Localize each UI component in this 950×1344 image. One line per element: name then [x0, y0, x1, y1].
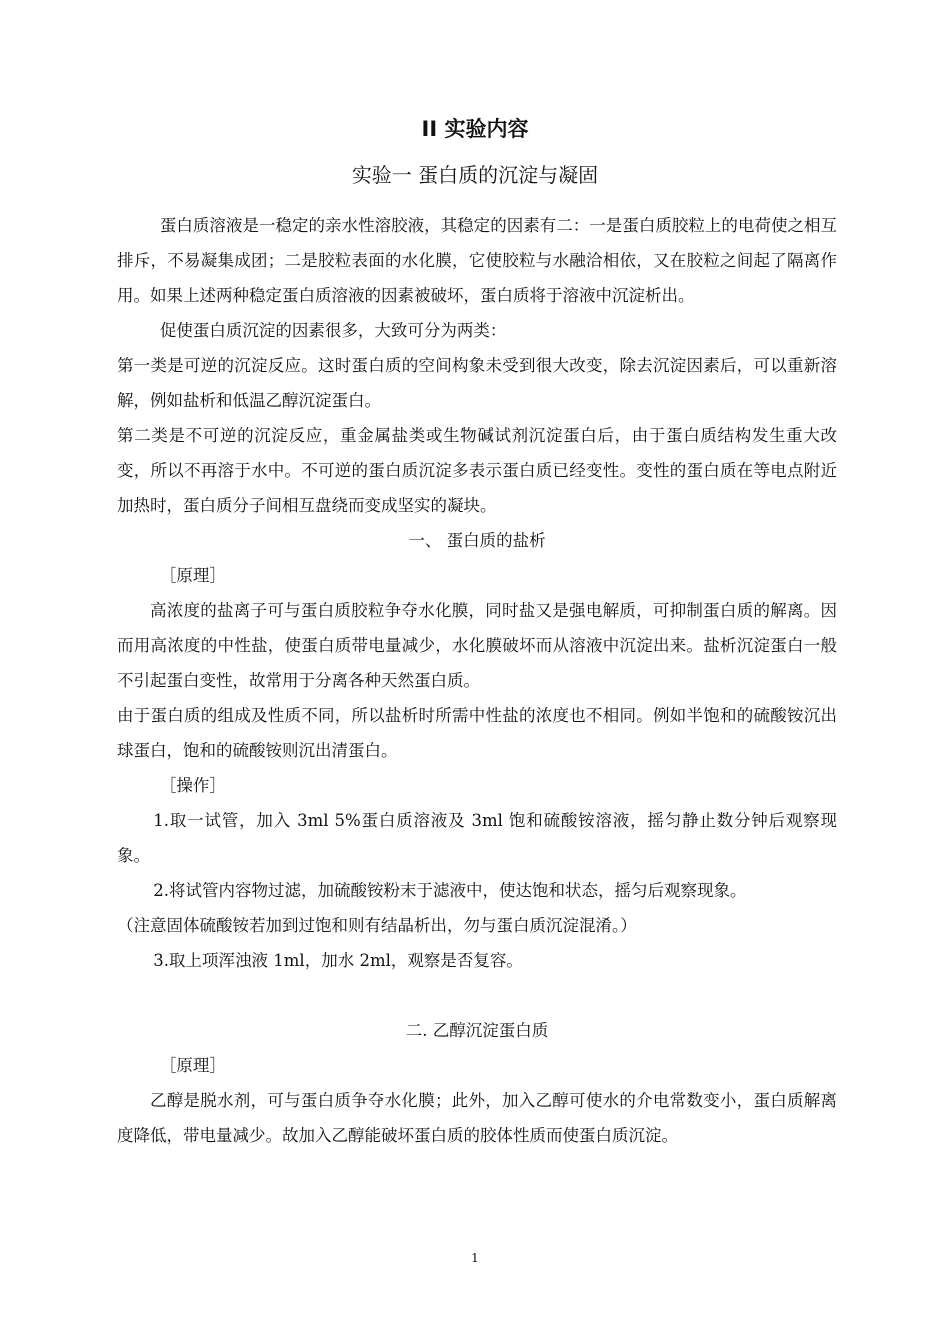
operation-step: 3.取上项浑浊液 1ml，加水 2ml，观察是否复容。 — [153, 951, 523, 970]
intro-paragraph: 促使蛋白质沉淀的因素很多，大致可分为两类： — [159, 321, 507, 340]
document-title: II 实验内容 — [421, 117, 529, 141]
experiment-title: 实验一 蛋白质的沉淀与凝固 — [351, 163, 599, 187]
principle-paragraph: 高浓度的盐离子可与蛋白质胶粒争夺水化膜，同时盐又是强电解质，可抑制蛋白质的解离。因而用高浓度的中性盐，使蛋白质带电量减少，水化膜破坏而从溶液中沉淀出来。盐析沉淀蛋白一般不引起蛋白变性，故常用于分离各种天然蛋白质。 — [117, 601, 837, 690]
operation-label: ［操作］ — [159, 776, 226, 795]
intro-paragraph: 蛋白质溶液是一稳定的亲水性溶胶液，其稳定的因素有二：一是蛋白质胶粒上的电荷使之相互排斥，不易凝集成团；二是胶粒表面的水化膜，它使胶粒与水融洽相依，又在胶粒之间起了隔离作用。如果上述两种稳定蛋白质溶液的因素被破坏，蛋白质将于溶液中沉淀析出。 — [117, 216, 837, 305]
section-spacer — [117, 978, 837, 1013]
principle-paragraph: 乙醇是脱水剂，可与蛋白质争夺水化膜；此外，加入乙醇可使水的介电常数变小，蛋白质解离度降低，带电量减少。故加入乙醇能破坏蛋白质的胶体性质而使蛋白质沉淀。 — [117, 1091, 837, 1145]
principle-label: ［原理］ — [159, 566, 226, 585]
operation-step: 1.取一试管，加入 3ml 5%蛋白质溶液及 3ml 饱和硫酸铵溶液，摇匀静止数分钟后观察现象。 — [117, 811, 837, 865]
page-number: 1 — [471, 1251, 479, 1265]
section-heading-ethanol: 二. 乙醇沉淀蛋白质 — [405, 1021, 549, 1040]
principle-label: ［原理］ — [159, 1056, 226, 1075]
reversible-class-paragraph: 第一类是可逆的沉淀反应。这时蛋白质的空间构象未受到很大改变，除去沉淀因素后，可以重新溶解，例如盐析和低温乙醇沉淀蛋白。 — [117, 356, 837, 410]
principle-paragraph: 由于蛋白质的组成及性质不同，所以盐析时所需中性盐的浓度也不相同。例如半饱和的硫酸铵沉出球蛋白，饱和的硫酸铵则沉出清蛋白。 — [117, 706, 837, 760]
operation-note: （注意固体硫酸铵若加到过饱和则有结晶析出，勿与蛋白质沉淀混淆。） — [117, 916, 637, 935]
operation-step: 2.将试管内容物过滤，加硫酸铵粉末于滤液中，使达饱和状态，摇匀后观察现象。 — [153, 881, 747, 900]
section-heading-salting-out: 一、 蛋白质的盐析 — [408, 531, 546, 550]
document-body — [117, 208, 837, 1153]
irreversible-class-paragraph: 第二类是不可逆的沉淀反应，重金属盐类或生物碱试剂沉淀蛋白后，由于蛋白质结构发生重大改变，所以不再溶于水中。不可逆的蛋白质沉淀多表示蛋白质已经变性。变性的蛋白质在等电点附近加热时，蛋白质分子间相互盘绕而变成坚实的凝块。 — [117, 426, 837, 515]
